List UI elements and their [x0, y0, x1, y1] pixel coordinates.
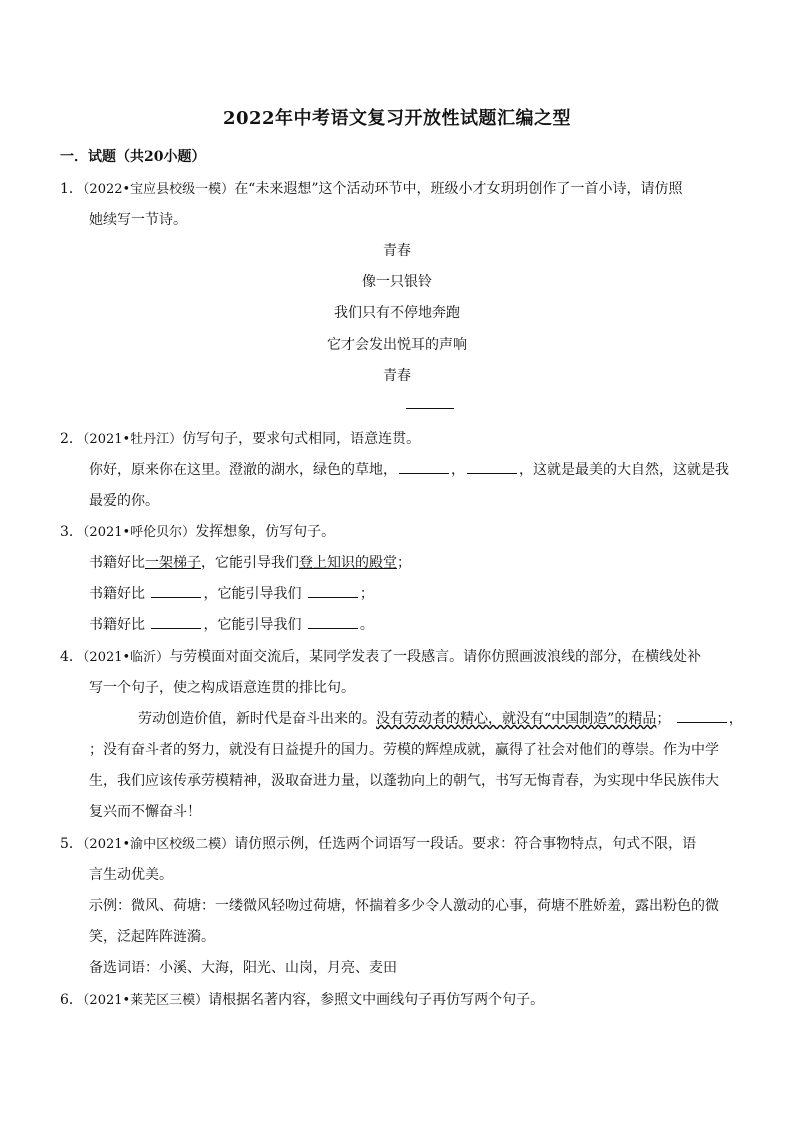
- sentence-part: ，: [728, 711, 743, 727]
- example-line: 笑，泛起阵阵涟漪。: [89, 929, 215, 945]
- word-options: 备选词语：小溪、大海，阳光、山岗，月亮、麦田: [89, 960, 397, 976]
- question-6-line-1: [60, 989, 544, 1009]
- sentence-part: ；: [397, 555, 411, 571]
- answer-blank[interactable]: [677, 708, 727, 723]
- question-number: 2．: [60, 431, 83, 447]
- sentence-part: ，它能引导我们: [203, 617, 302, 633]
- question-1-line-1: [60, 178, 683, 198]
- question-source: （2021•莱芜区三模）: [82, 993, 209, 1008]
- answer-blank[interactable]: [151, 614, 201, 629]
- question-text: 与劳模面对面交流后，某同学发表了一段感言。请你仿照画波浪线的部分，在横线处补: [169, 649, 702, 665]
- sentence-part: ，: [451, 462, 465, 478]
- question-2-line-3: 最爱的你。: [89, 493, 159, 509]
- question-source: （2021•牡丹江）: [82, 432, 183, 447]
- poem-line: 青春: [383, 243, 411, 259]
- question-text: 发挥想象，仿写句子。: [195, 524, 336, 540]
- sentence-part: 你好，原来你在这里。澄澈的湖水，绿色的草地，: [89, 462, 397, 478]
- poem-line: 它才会发出悦耳的声响: [327, 337, 467, 353]
- question-2-line-2: [89, 459, 729, 479]
- question-text: 请仿照示例，任选两个词语写一段话。要求：符合事物特点，句式不限，语: [234, 836, 697, 852]
- answer-blank[interactable]: [151, 583, 201, 598]
- question-number: 3．: [60, 524, 83, 540]
- question-2-line-1: [60, 428, 420, 448]
- sentence-part: 书籍好比: [89, 617, 145, 633]
- poem-line: 青春: [383, 368, 411, 384]
- answer-blank[interactable]: [308, 583, 358, 598]
- passage-line: ；没有奋斗者的努力，就没有日益提升的国力。劳模的辉煌成就，赢得了社会对他们的尊崇。作为中学: [89, 742, 719, 758]
- example-sentence: [89, 552, 411, 572]
- answer-blank[interactable]: [406, 394, 454, 409]
- question-number: 5．: [60, 836, 83, 852]
- passage-line: 复兴而不懈奋斗！: [89, 804, 201, 820]
- sentence-part: ；: [656, 711, 671, 727]
- question-text: 请根据名著内容，参照文中画线句子再仿写两个句子。: [208, 992, 545, 1008]
- sentence-part: 书籍好比: [89, 586, 145, 602]
- wavy-underlined-phrase: 没有劳动者的精心，就没有“中国制造”的精品: [376, 711, 657, 727]
- question-4-line-1: [60, 646, 701, 666]
- poem-line: 我们只有不停地奔跑: [334, 305, 460, 321]
- question-number: 1．: [60, 181, 83, 197]
- example-line: 示例：微风、荷塘：一缕微风轻吻过荷塘，怀揣着多少令人激动的心事，荷塘不胜娇羞，露出粉色的微: [89, 898, 719, 914]
- answer-blank[interactable]: [399, 459, 449, 474]
- page-title: 2022年中考语文复习开放性试题汇编之型: [222, 108, 572, 129]
- poem-line: 像一只银铃: [362, 274, 432, 290]
- passage-line: [138, 708, 743, 728]
- answer-blank[interactable]: [308, 614, 358, 629]
- answer-line: [89, 614, 374, 634]
- passage-line: 生，我们应该传承劳模精神，汲取奋进力量，以蓬勃向上的朝气，书写无悔青春，为实现中华民族伟大: [89, 773, 719, 789]
- sentence-part: ，它能引导我们: [203, 586, 302, 602]
- sentence-part: ；: [359, 586, 374, 602]
- question-5-line-2: 言生动优美。: [89, 867, 173, 883]
- question-source: （2022•宝应县校级一模）: [82, 182, 235, 197]
- sentence-part: 。: [359, 617, 374, 633]
- underlined-phrase: 登上知识的殿堂: [299, 555, 397, 571]
- section-heading: 一．试题（共20小题）: [60, 149, 206, 165]
- question-3-line-1: [60, 521, 335, 541]
- question-text: 在“未来遐想”这个活动环节中，班级小才女玥玥创作了一首小诗，请仿照: [234, 181, 683, 197]
- underlined-phrase: 一架梯子: [145, 555, 201, 571]
- question-text: 仿写句子，要求句式相同，语意连贯。: [182, 431, 421, 447]
- question-source: （2021•渝中区校级二模）: [82, 837, 235, 852]
- sentence-part: ，它能引导我们: [201, 555, 299, 571]
- question-5-line-1: [60, 833, 696, 853]
- question-source: （2021•临沂）: [82, 650, 170, 665]
- sentence-part: 劳动创造价值，新时代是奋斗出来的。: [138, 711, 376, 727]
- question-source: （2021•呼伦贝尔）: [82, 525, 196, 540]
- sentence-part: ，这就是最美的大自然，这就是我: [519, 462, 729, 478]
- sentence-part: 书籍好比: [89, 555, 145, 571]
- question-number: 6．: [60, 992, 83, 1008]
- answer-blank[interactable]: [467, 459, 517, 474]
- question-number: 4．: [60, 649, 83, 665]
- answer-line: [89, 583, 374, 603]
- question-1-line-2: 她续写一节诗。: [89, 212, 187, 228]
- question-4-line-2: 写一个句子，使之构成语意连贯的排比句。: [89, 680, 355, 696]
